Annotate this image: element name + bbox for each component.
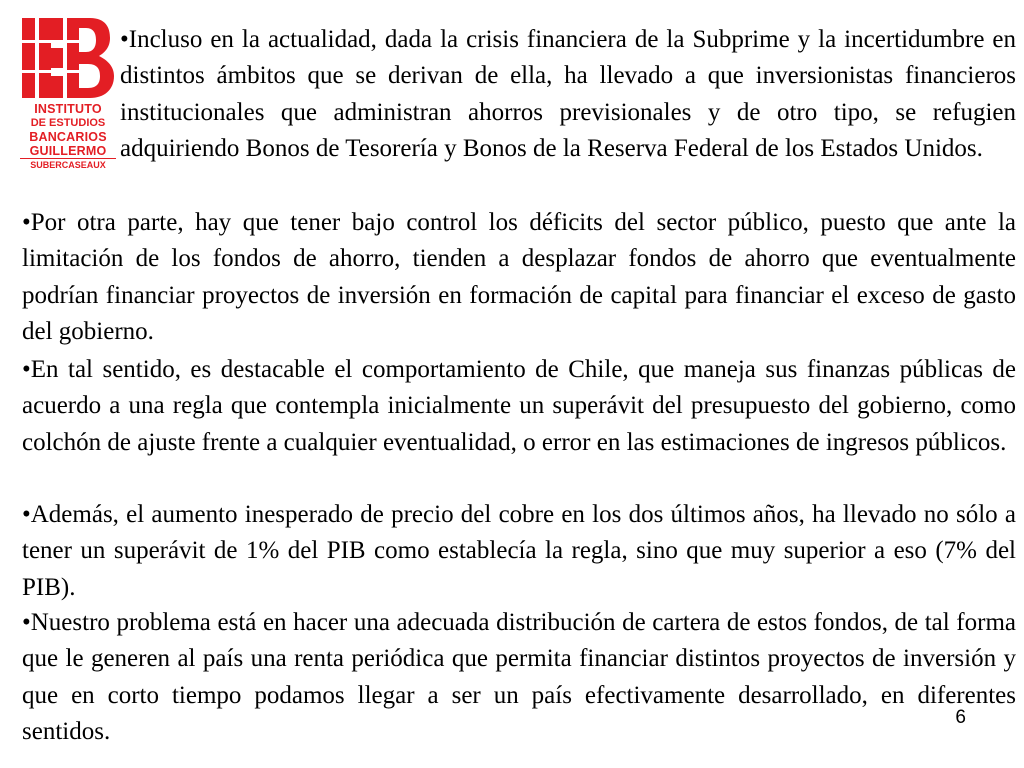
logo-line-5: SUBERCASEAUX — [20, 158, 116, 172]
logo-line-2: DE ESTUDIOS — [30, 117, 106, 129]
bullet-paragraph: •Nuestro problema está en hacer una adecuada distribución de cartera de estos fondos, de tal forma que le generen al país una renta periódica que permita financiar distintos proyectos de inversión y que en corto tiempo podamos llegar a ser un país efectivamente desarrollado, en diferentes sentidos. — [22, 609, 1016, 746]
institute-logo — [20, 18, 116, 178]
bullet-paragraph: •En tal sentido, es destacable el comportamiento de Chile, que maneja sus finanzas públicas de acuerdo a una regla que contempla inicialmente un superávit del presupuesto del gobierno, como colchón de ajuste frente a cualquier eventualidad, o error en las estimaciones de ingresos públicos. — [22, 356, 1016, 456]
ieb-logo-mark-icon — [22, 18, 114, 98]
logo-text — [20, 102, 116, 172]
logo-line-4: GUILLERMO — [29, 144, 107, 158]
bullet-paragraph: •Además, el aumento inesperado de precio del cobre en los dos últimos años, ha llevado no sólo a tener un superávit de 1% del PIB como establecía la regla, sino que muy superior a eso (7% del PIB). — [22, 501, 1016, 601]
logo-line-3: BANCARIOS — [29, 130, 107, 144]
logo-line-1: INSTITUTO — [34, 102, 102, 116]
bullet-paragraph: •Incluso en la actualidad, dada la crisis financiera de la Subprime y la incertidumbre en distintos ámbitos que se derivan de ella, ha llevado a que inversionistas financieros institucionales que administran ahorros previsionales y de otro tipo, se refugien adquiriendo Bonos de Tesorería y Bonos de la Reserva Federal de los Estados Unidos. — [120, 26, 1016, 163]
slide-number: 6 — [955, 707, 966, 728]
bullet-paragraph: •Por otra parte, hay que tener bajo control los déficits del sector público, puesto que ante la limitación de los fondos de ahorro, tienden a desplazar fondos de ahorro que eventualmente podrían financiar proyectos de inversión en formación de capital para financiar el exceso de gasto del gobierno. — [22, 209, 1016, 346]
